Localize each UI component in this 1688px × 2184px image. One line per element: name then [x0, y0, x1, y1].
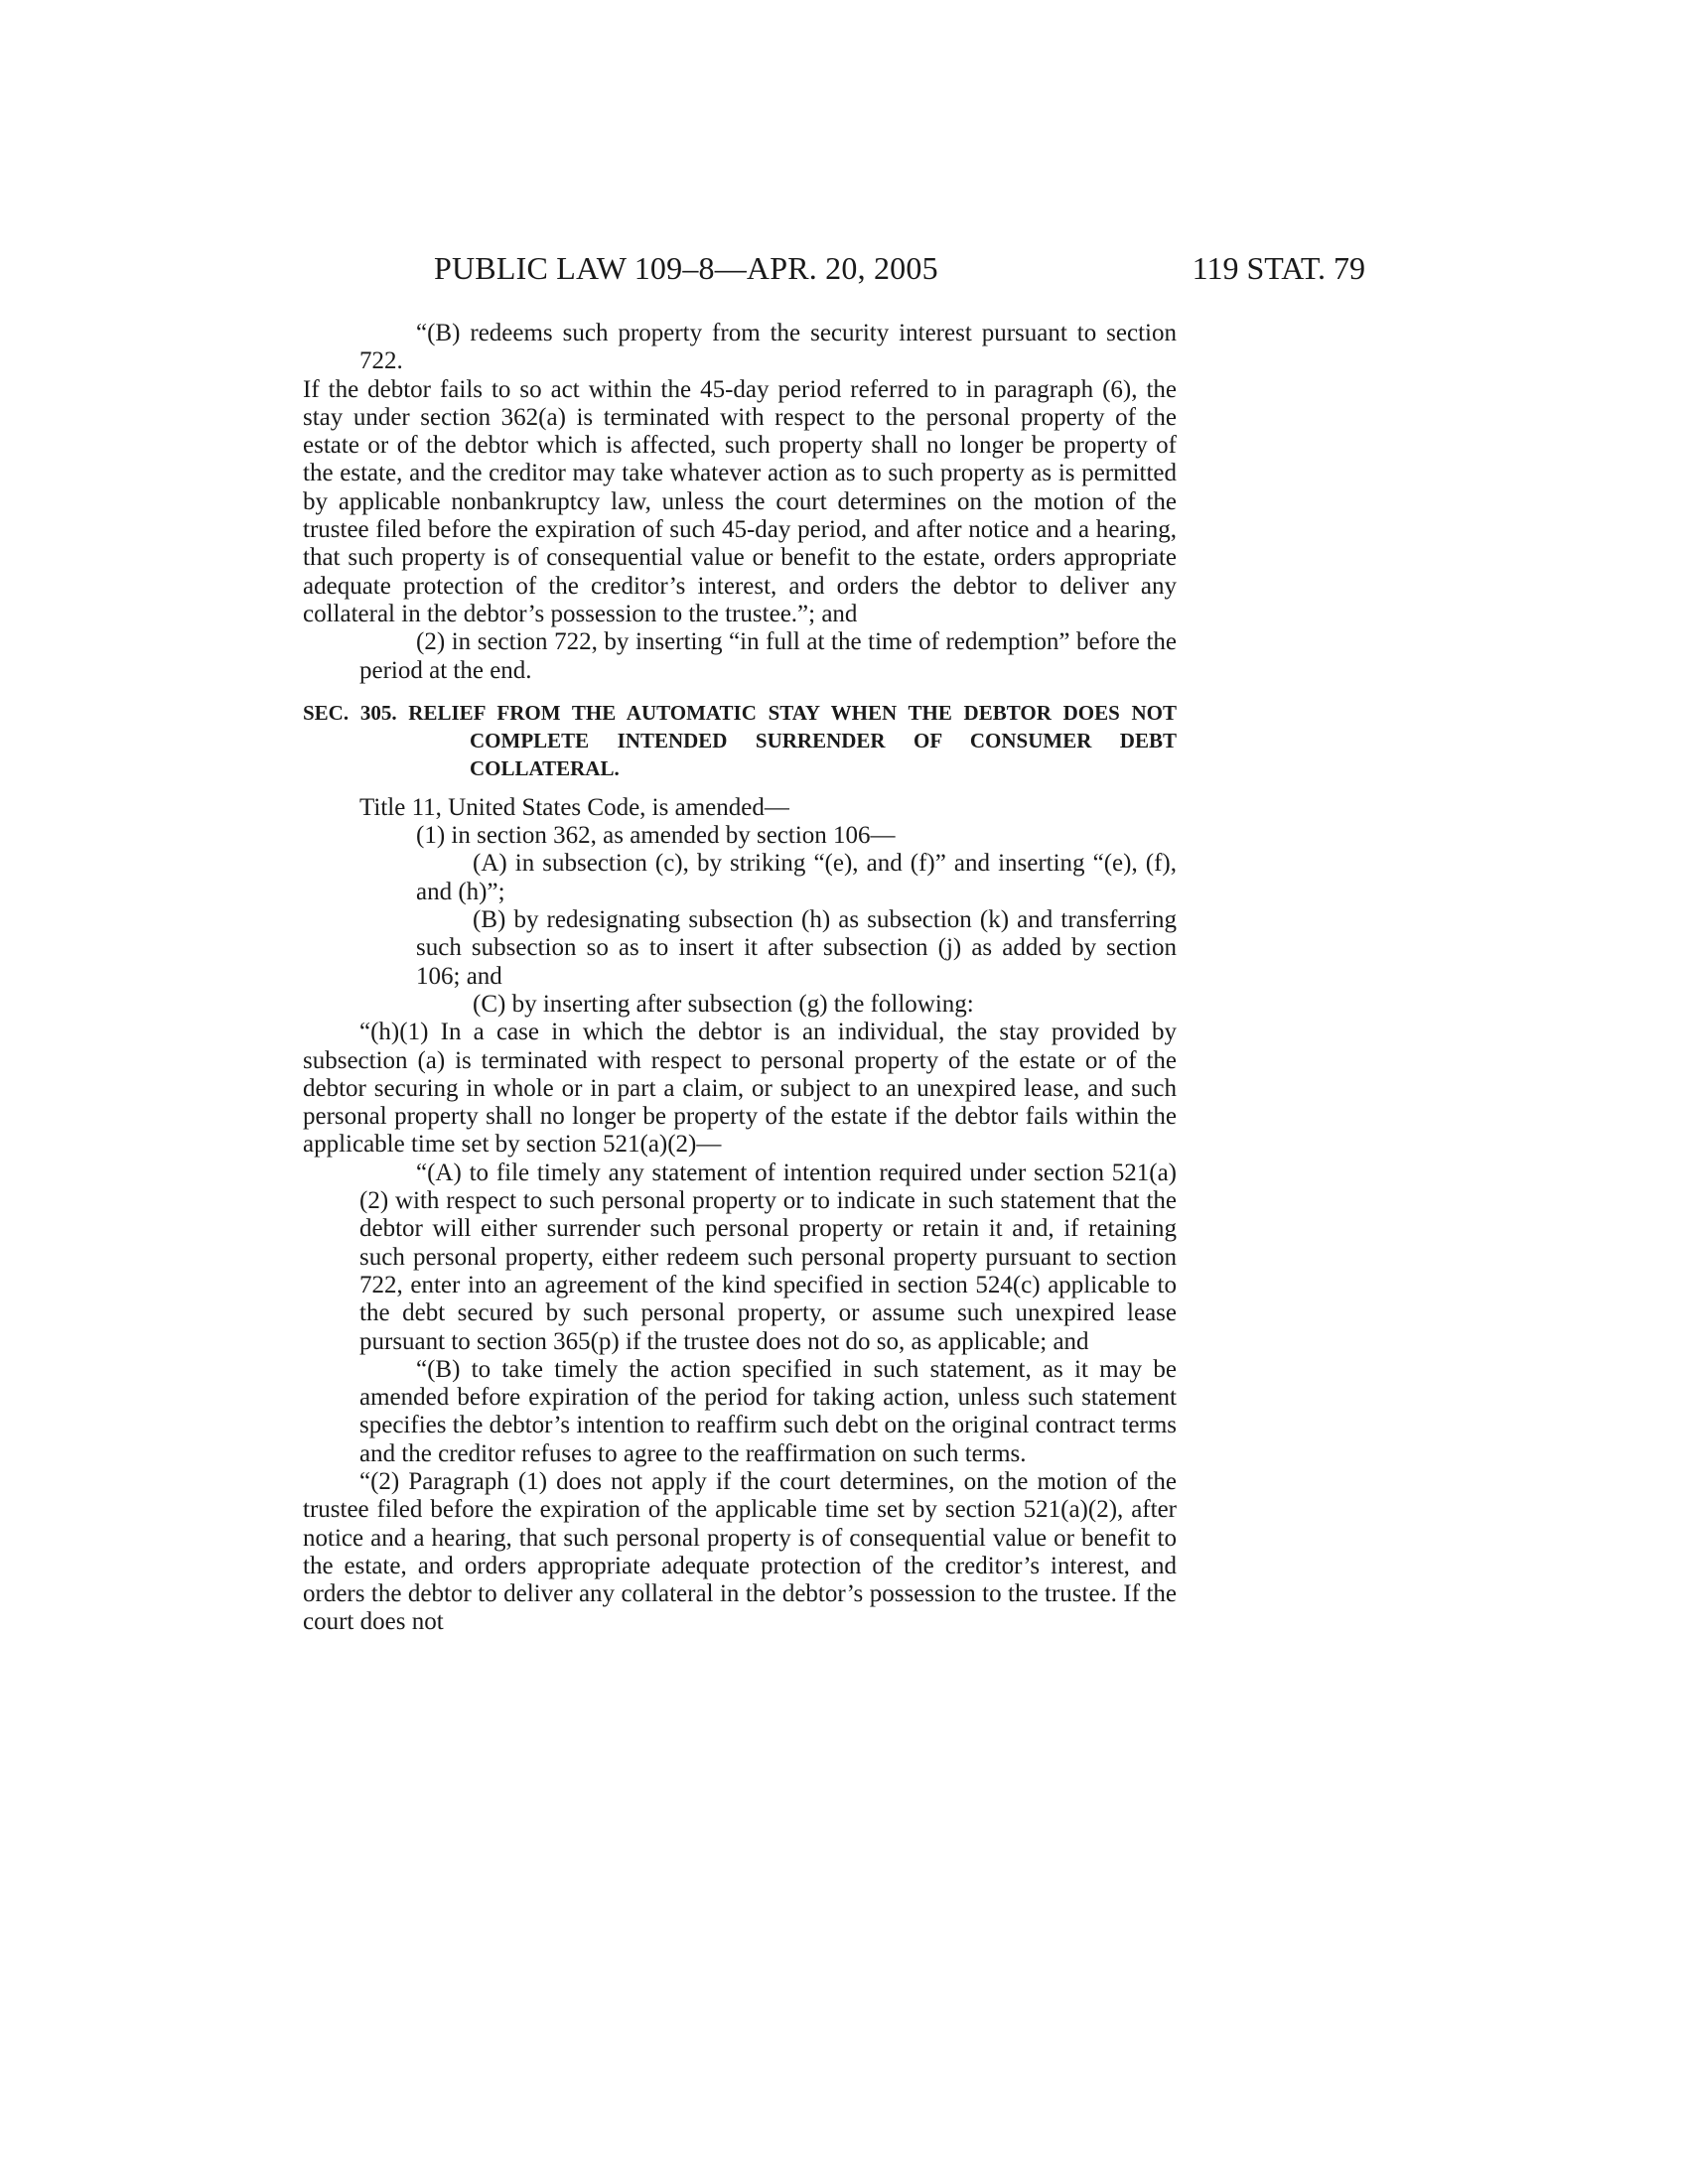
- paragraph-stay-termination: If the debtor fails to so act within the 45-day period referred to in paragraph (6), the stay under section 362(a) is terminated with respect to the personal property of the estate or of the debtor which is affected, such property shall no longer be property of the estate, and the creditor may take whatever action as to such property as is permitted by applicable nonbankruptcy law, unless the court determines on the motion of the trustee filed before the expiration of such 45-day period, and after notice and a hearing, that such property is of consequential value or benefit to the estate, orders appropriate adequate protection of the creditor’s interest, and orders the debtor to deliver any collateral in the debtor’s possession to the trustee.”; and: [303, 375, 1177, 627]
- paragraph-title-11-amended: Title 11, United States Code, is amended—: [359, 793, 789, 821]
- page-number: 119 STAT. 79: [1192, 250, 1365, 286]
- paragraph-b-redeems: “(B) redeems such property from the security interest pursuant to section 722.: [359, 320, 1177, 375]
- paragraph-b-redesignating: (B) by redesignating subsection (h) as subsection (k) and transferring such subsection so as to insert it after subsection (j) as added by section 106; and: [416, 906, 1177, 990]
- section-heading: SEC. 305. RELIEF FROM THE AUTOMATIC STAY WHEN THE DEBTOR DOES NOT COMPLETE INTENDED SURRENDER OF CONSUMER DEBT COLLATERAL.: [303, 700, 1177, 780]
- paragraph-h-1-b: “(B) to take timely the action specified in such statement, as it may be amended before expiration of the period for taking action, unless such statement specifies the debtor’s intention to reaffirm such debt on the original contract terms and the creditor refuses to agree to the reaffirmation on such terms.: [359, 1355, 1177, 1467]
- paragraph-section-722: (2) in section 722, by inserting “in full at the time of redemption” before the period at the end.: [359, 628, 1177, 684]
- paragraph-c-inserting: (C) by inserting after subsection (g) the following:: [473, 990, 974, 1018]
- paragraph-h-2: “(2) Paragraph (1) does not apply if the court determines, on the motion of the trustee filed before the expiration of the applicable time set by section 521(a)(2), after notice and a hearing, that such personal property is of consequential value or benefit to the estate, and orders appropriate adequate protection of the creditor’s interest, and orders the debtor to deliver any collateral in the debtor’s possession to the trustee. If the court does not: [303, 1467, 1177, 1636]
- page-header-title: PUBLIC LAW 109–8—APR. 20, 2005: [434, 250, 938, 286]
- paragraph-h-1: “(h)(1) In a case in which the debtor is an individual, the stay provided by subsection (a) is terminated with respect to personal property of the estate or of the debtor securing in whole or in part a claim, or subject to an unexpired lease, and such personal property shall no longer be property of the estate if the debtor fails within the applicable time set by section 521(a)(2)—: [303, 1019, 1177, 1159]
- paragraph-1-section-362: (1) in section 362, as amended by section 106—: [416, 822, 896, 850]
- paragraph-a-subsection-c: (A) in subsection (c), by striking “(e), and (f)” and inserting “(e), (f), and (h)”;: [416, 850, 1177, 905]
- document-body: [303, 320, 1177, 1637]
- paragraph-h-1-a: “(A) to file timely any statement of intention required under section 521(a)(2) with respect to such personal property or to indicate in such statement that the debtor will either surrender such personal property or retain it and, if retaining such personal property, either redeem such personal property pursuant to section 722, enter into an agreement of the kind specified in section 524(c) applicable to the debt secured by such personal property, or assume such unexpired lease pursuant to section 365(p) if the trustee does not do so, as applicable; and: [359, 1159, 1177, 1355]
